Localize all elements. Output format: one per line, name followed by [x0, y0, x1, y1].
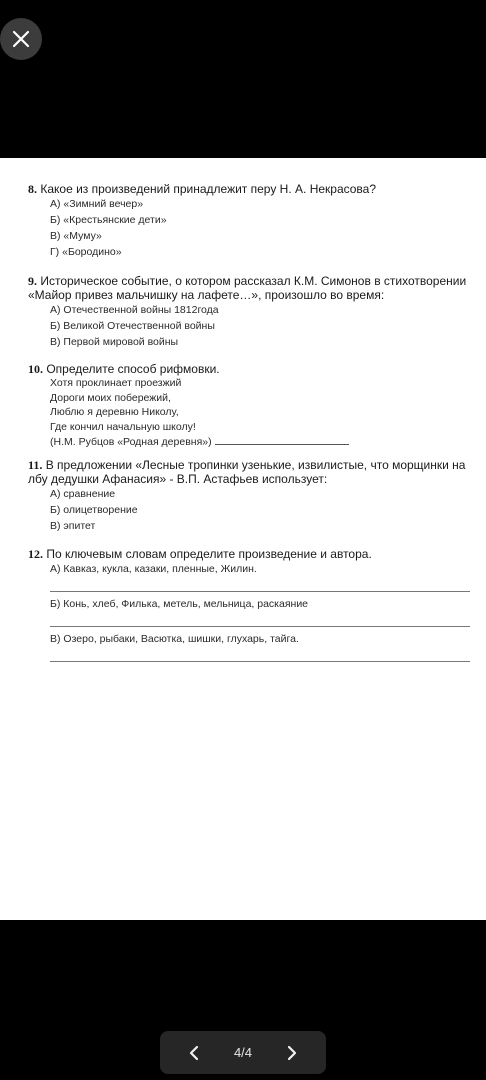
question-11 [0, 458, 486, 534]
question-number: 8. [28, 182, 37, 196]
option-c: В) эпитет [50, 520, 96, 532]
answer-blank [215, 434, 349, 445]
question-12 [0, 547, 486, 662]
option-a: А) сравнение [50, 488, 116, 500]
option-b: Б) олицетворение [50, 504, 138, 516]
question-10 [0, 362, 486, 450]
page-navigation [160, 1031, 326, 1074]
question-8 [0, 182, 486, 260]
option-c: В) «Муму» [50, 230, 102, 242]
close-button[interactable] [0, 18, 42, 60]
option-d: Г) «Бородино» [50, 246, 122, 258]
question-number: 12. [28, 547, 43, 561]
close-icon [11, 29, 31, 49]
option-a: А) Отечественной войны 1812года [50, 304, 219, 316]
poem-source: (Н.М. Рубцов «Родная деревня») [50, 436, 212, 448]
poem-line: Люблю я деревню Николу, [50, 406, 179, 418]
option-b: Б) «Крестьянские дети» [50, 214, 167, 226]
poem-line: Хотя проклинает проезжий [50, 377, 182, 389]
question-text: В предложении «Лесные тропинки узенькие, извилистые, что морщинки на лбу дедушки Афанасия» - В.П. Астафьев использует: [28, 458, 466, 486]
question-text: По ключевым словам определите произведение и автора. [46, 547, 372, 561]
question-number: 11. [28, 458, 43, 472]
document-page [0, 158, 486, 920]
question-text: Какое из произведений принадлежит перу Н. А. Некрасова? [40, 182, 377, 196]
question-text: Определите способ рифмовки. [46, 362, 220, 376]
answer-line [50, 577, 470, 592]
chevron-right-icon [286, 1045, 298, 1061]
answer-line [50, 647, 470, 662]
answer-line [50, 612, 470, 627]
chevron-left-icon [188, 1045, 200, 1061]
option-a: А) Кавказ, кукла, казаки, пленные, Жилин. [50, 563, 257, 575]
question-number: 10. [28, 362, 43, 376]
option-a: А) «Зимний вечер» [50, 198, 144, 210]
option-c: В) Первой мировой войны [50, 336, 179, 348]
page-indicator: 4/4 [233, 1045, 253, 1060]
poem-line: Где кончил начальную школу! [50, 420, 196, 433]
question-text: Историческое событие, о котором рассказал К.М. Симонов в стихотворении «Майор привез мальчишку на лафете…», произошло во время: [28, 274, 467, 302]
next-page-button[interactable] [286, 1045, 298, 1061]
poem-line: Дороги моих побережий, [50, 391, 171, 404]
question-number: 9. [28, 274, 37, 288]
question-9 [0, 274, 486, 350]
previous-page-button[interactable] [188, 1045, 200, 1061]
option-c: В) Озеро, рыбаки, Васютка, шишки, глухарь, тайга. [50, 633, 299, 645]
option-b: Б) Великой Отечественной войны [50, 320, 215, 332]
option-b: Б) Конь, хлеб, Филька, метель, мельница, раскаяние [50, 598, 309, 610]
